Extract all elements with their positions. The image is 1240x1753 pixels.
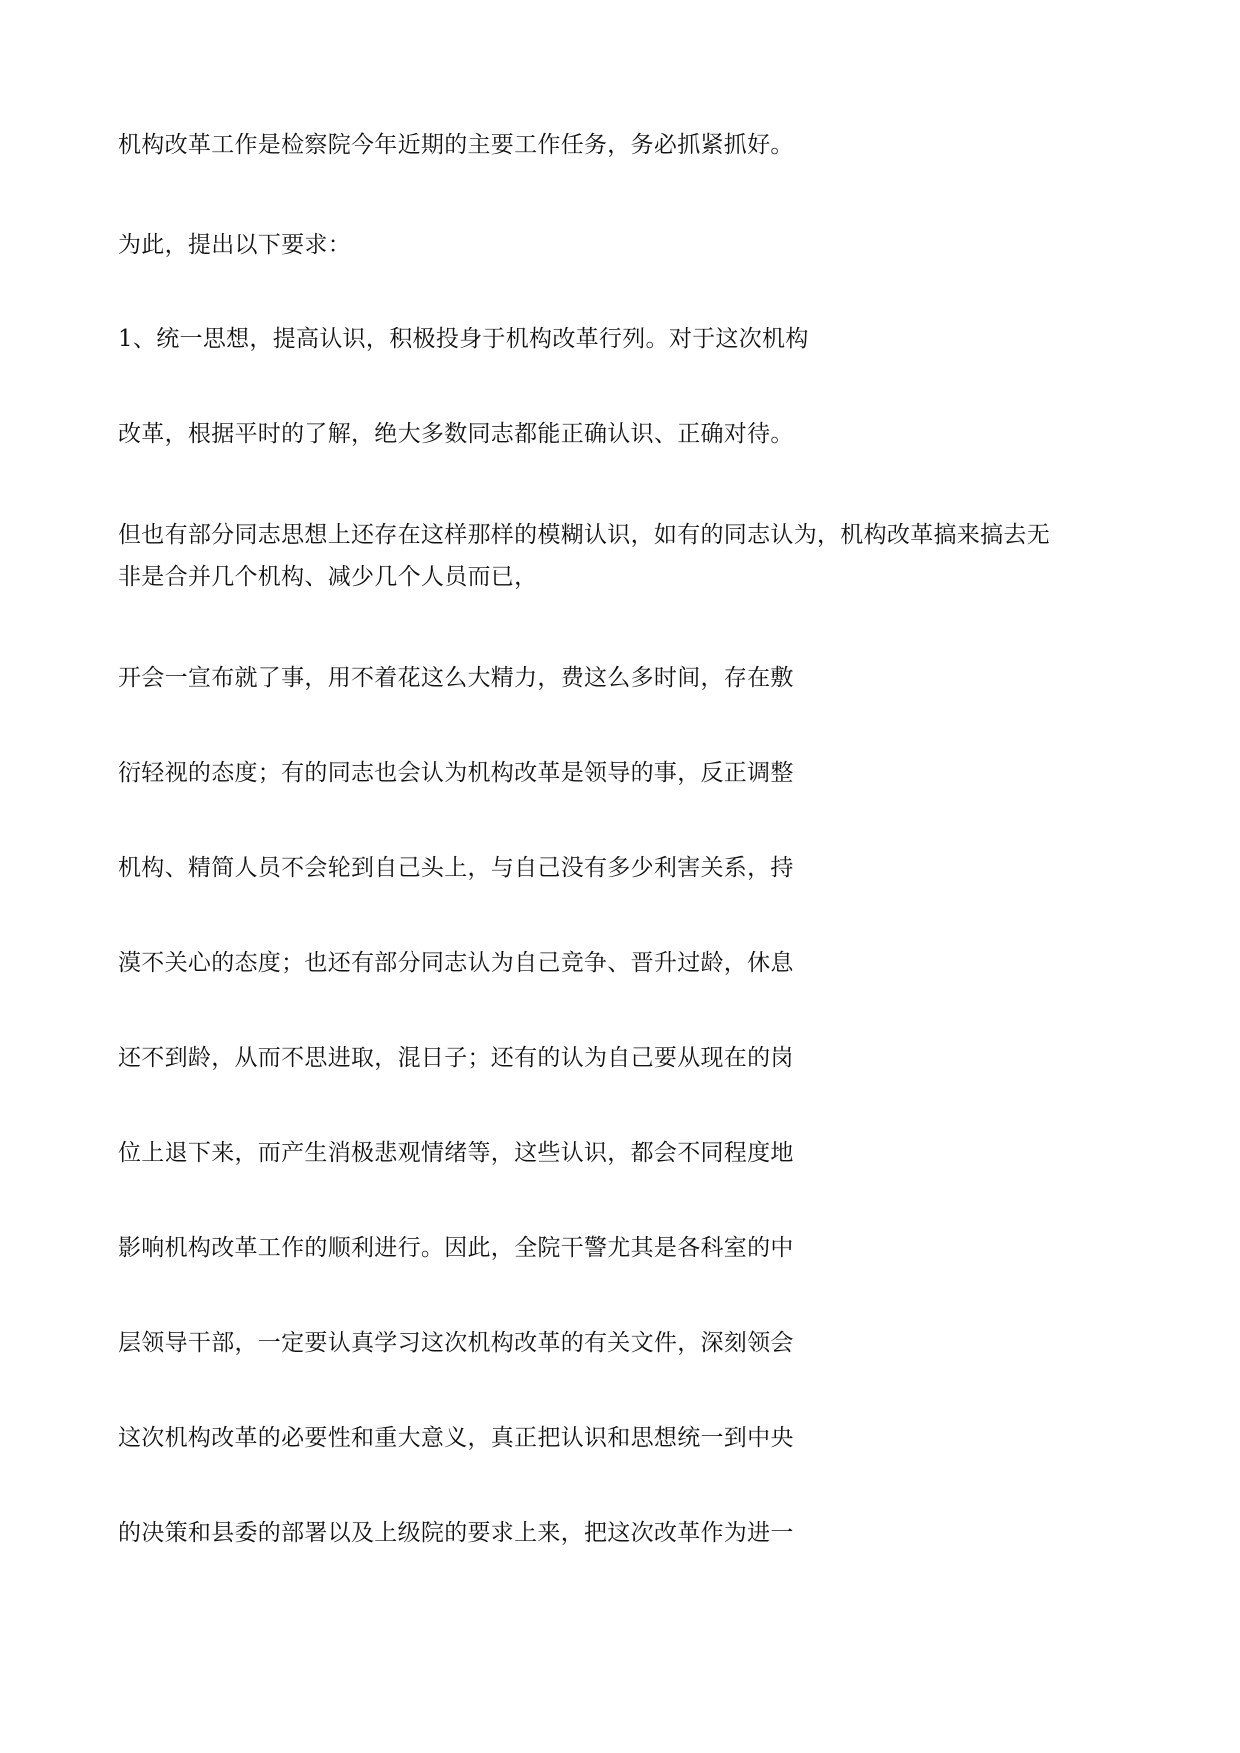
paragraph-line: 但也有部分同志思想上还存在这样那样的模糊认识，如有的同志认为，机构改革搞来搞去无 — [118, 522, 1050, 548]
paragraph-line: 还不到龄，从而不思进取，混日子；还有的认为自己要从现在的岗 — [118, 1045, 794, 1071]
paragraph-line: 的决策和县委的部署以及上级院的要求上来，把这次改革作为进一 — [118, 1520, 794, 1546]
paragraph-line: 漠不关心的态度；也还有部分同志认为自己竞争、晋升过龄，休息 — [118, 950, 794, 976]
paragraph-line: 机构、精简人员不会轮到自己头上，与自己没有多少利害关系，持 — [118, 855, 794, 881]
paragraph-line: 非是合并几个机构、减少几个人员而已， — [118, 564, 538, 590]
paragraph-line: 影响机构改革工作的顺利进行。因此，全院干警尤其是各科室的中 — [118, 1235, 794, 1261]
paragraph-line: 衍轻视的态度；有的同志也会认为机构改革是领导的事，反正调整 — [118, 760, 794, 786]
paragraph-line: 为此，提出以下要求： — [118, 232, 351, 258]
paragraph-line: 改革，根据平时的了解，绝大多数同志都能正确认识、正确对待。 — [118, 421, 794, 447]
paragraph-line: 这次机构改革的必要性和重大意义，真正把认识和思想统一到中央 — [118, 1425, 794, 1451]
paragraph-line: 位上退下来，而产生消极悲观情绪等，这些认识，都会不同程度地 — [118, 1140, 794, 1166]
paragraph-line: 机构改革工作是检察院今年近期的主要工作任务，务必抓紧抓好。 — [118, 132, 794, 158]
paragraph-line: 层领导干部，一定要认真学习这次机构改革的有关文件，深刻领会 — [118, 1330, 794, 1356]
paragraph-line: 1、统一思想，提高认识，积极投身于机构改革行列。对于这次机构 — [118, 326, 809, 352]
paragraph-line: 开会一宣布就了事，用不着花这么大精力，费这么多时间，存在敷 — [118, 665, 794, 691]
